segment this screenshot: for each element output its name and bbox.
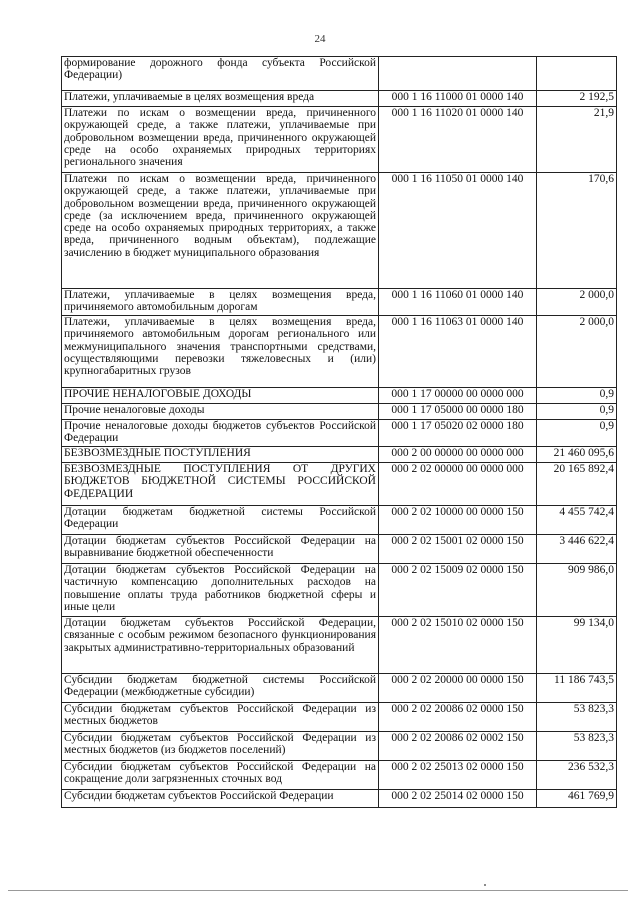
table-row bbox=[62, 107, 617, 173]
budget-code-cell: 000 2 02 15010 02 0000 150 bbox=[379, 617, 537, 674]
table-row bbox=[62, 761, 617, 790]
amount-cell: 2 000,0 bbox=[537, 289, 617, 316]
budget-code-cell: 000 2 02 20086 02 0002 150 bbox=[379, 732, 537, 761]
amount-cell: 236 532,3 bbox=[537, 761, 617, 790]
table-row bbox=[62, 447, 617, 463]
amount-cell: 0,9 bbox=[537, 404, 617, 420]
amount-cell: 53 823,3 bbox=[537, 732, 617, 761]
table-row bbox=[62, 703, 617, 732]
table-row bbox=[62, 674, 617, 703]
table-row bbox=[62, 564, 617, 617]
revenue-name-cell: Дотации бюджетам субъектов Российской Федерации на выравнивание бюджетной обеспеченности bbox=[62, 535, 379, 564]
amount-cell: 99 134,0 bbox=[537, 617, 617, 674]
amount-cell: 11 186 743,5 bbox=[537, 674, 617, 703]
budget-code-cell: 000 2 02 25014 02 0000 150 bbox=[379, 790, 537, 808]
revenue-name-cell: Платежи, уплачиваемые в целях возмещения вреда bbox=[62, 91, 379, 107]
table-row bbox=[62, 57, 617, 91]
table-row bbox=[62, 790, 617, 808]
revenue-name-cell: ПРОЧИЕ НЕНАЛОГОВЫЕ ДОХОДЫ bbox=[62, 388, 379, 404]
page-bottom-border bbox=[8, 890, 628, 891]
budget-revenue-table bbox=[61, 56, 617, 808]
amount-cell: 0,9 bbox=[537, 388, 617, 404]
revenue-name-cell: Дотации бюджетам субъектов Российской Федерации, связанные с особым режимом безопасного функционирования закрытых административно-территориальных образований bbox=[62, 617, 379, 674]
budget-code-cell: 000 1 16 11050 01 0000 140 bbox=[379, 173, 537, 289]
table-row bbox=[62, 463, 617, 506]
budget-code-cell: 000 1 16 11063 01 0000 140 bbox=[379, 316, 537, 388]
revenue-name-cell: Прочие неналоговые доходы bbox=[62, 404, 379, 420]
table-row bbox=[62, 617, 617, 674]
table-row bbox=[62, 388, 617, 404]
revenue-name-cell: Платежи, уплачиваемые в целях возмещения вреда, причиняемого автомобильным дорогам bbox=[62, 289, 379, 316]
budget-code-cell: 000 1 16 11020 01 0000 140 bbox=[379, 107, 537, 173]
table-row bbox=[62, 173, 617, 289]
budget-code-cell: 000 2 02 20000 00 0000 150 bbox=[379, 674, 537, 703]
table-row bbox=[62, 289, 617, 316]
revenue-name-cell: БЕЗВОЗМЕЗДНЫЕ ПОСТУПЛЕНИЯ ОТ ДРУГИХ БЮДЖЕТОВ БЮДЖЕТНОЙ СИСТЕМЫ РОССИЙСКОЙ ФЕДЕРАЦИИ bbox=[62, 463, 379, 506]
amount-cell: 4 455 742,4 bbox=[537, 506, 617, 535]
revenue-name-cell: Дотации бюджетам бюджетной системы Российской Федерации bbox=[62, 506, 379, 535]
amount-cell: 461 769,9 bbox=[537, 790, 617, 808]
amount-cell: 2 192,5 bbox=[537, 91, 617, 107]
budget-code-cell: 000 1 16 11060 01 0000 140 bbox=[379, 289, 537, 316]
table-row bbox=[62, 91, 617, 107]
budget-code-cell: 000 2 02 25013 02 0000 150 bbox=[379, 761, 537, 790]
table-row bbox=[62, 404, 617, 420]
page-number: 24 bbox=[314, 33, 326, 45]
revenue-name-cell: формирование дорожного фонда субъекта Российской Федерации) bbox=[62, 57, 379, 91]
revenue-name-cell: Платежи по искам о возмещении вреда, причиненного окружающей среде, а также платежи, уплачиваемые при добровольном возмещении вреда, причиненного окружающей среде (за исключением вреда, причиненного окружающей среде на особо охраняемых природных территориях, а также вреда, причиненного водным объектам), подлежащие зачислению в бюджет муниципального образования bbox=[62, 173, 379, 289]
budget-code-cell: 000 2 02 15009 02 0000 150 bbox=[379, 564, 537, 617]
budget-code-cell: 000 1 17 00000 00 0000 000 bbox=[379, 388, 537, 404]
amount-cell: 0,9 bbox=[537, 420, 617, 447]
amount-cell: 3 446 622,4 bbox=[537, 535, 617, 564]
table-row bbox=[62, 535, 617, 564]
amount-cell bbox=[537, 57, 617, 91]
amount-cell: 170,6 bbox=[537, 173, 617, 289]
revenue-name-cell: Дотации бюджетам субъектов Российской Федерации на частичную компенсацию дополнительных расходов на повышение оплаты труда работников бюджетной сферы и иные цели bbox=[62, 564, 379, 617]
budget-code-cell: 000 2 02 10000 00 0000 150 bbox=[379, 506, 537, 535]
revenue-name-cell: Субсидии бюджетам субъектов Российской Федерации из местных бюджетов bbox=[62, 703, 379, 732]
budget-code-cell: 000 2 02 15001 02 0000 150 bbox=[379, 535, 537, 564]
budget-code-cell: 000 1 17 05020 02 0000 180 bbox=[379, 420, 537, 447]
amount-cell: 21 460 095,6 bbox=[537, 447, 617, 463]
table-row bbox=[62, 316, 617, 388]
table-row bbox=[62, 732, 617, 761]
table-row bbox=[62, 420, 617, 447]
amount-cell: 21,9 bbox=[537, 107, 617, 173]
budget-code-cell: 000 1 17 05000 00 0000 180 bbox=[379, 404, 537, 420]
amount-cell: 20 165 892,4 bbox=[537, 463, 617, 506]
revenue-name-cell: Прочие неналоговые доходы бюджетов субъектов Российской Федерации bbox=[62, 420, 379, 447]
budget-code-cell: 000 2 02 00000 00 0000 000 bbox=[379, 463, 537, 506]
budget-code-cell: 000 1 16 11000 01 0000 140 bbox=[379, 91, 537, 107]
revenue-name-cell: Платежи по искам о возмещении вреда, причиненного окружающей среде, а также платежи, уплачиваемые при добровольном возмещении вреда, причиненного окружающей среде на особо охраняемых природных территориях регионального значения bbox=[62, 107, 379, 173]
amount-cell: 53 823,3 bbox=[537, 703, 617, 732]
table-row bbox=[62, 506, 617, 535]
revenue-name-cell: Субсидии бюджетам субъектов Российской Федерации на сокращение доли загрязненных сточных вод bbox=[62, 761, 379, 790]
budget-code-cell: 000 2 02 20086 02 0000 150 bbox=[379, 703, 537, 732]
revenue-name-cell: Платежи, уплачиваемые в целях возмещения вреда, причиняемого автомобильным дорогам регионального или межмуниципального значения транспортными средствами, осуществляющими перевозки тяжеловесных и (или) крупногабаритных грузов bbox=[62, 316, 379, 388]
amount-cell: 2 000,0 bbox=[537, 316, 617, 388]
budget-code-cell bbox=[379, 57, 537, 91]
revenue-name-cell: Субсидии бюджетам субъектов Российской Федерации bbox=[62, 790, 379, 808]
scan-artifact bbox=[484, 884, 486, 886]
revenue-name-cell: БЕЗВОЗМЕЗДНЫЕ ПОСТУПЛЕНИЯ bbox=[62, 447, 379, 463]
revenue-name-cell: Субсидии бюджетам субъектов Российской Федерации из местных бюджетов (из бюджетов поселений) bbox=[62, 732, 379, 761]
amount-cell: 909 986,0 bbox=[537, 564, 617, 617]
revenue-name-cell: Субсидии бюджетам бюджетной системы Российской Федерации (межбюджетные субсидии) bbox=[62, 674, 379, 703]
budget-code-cell: 000 2 00 00000 00 0000 000 bbox=[379, 447, 537, 463]
